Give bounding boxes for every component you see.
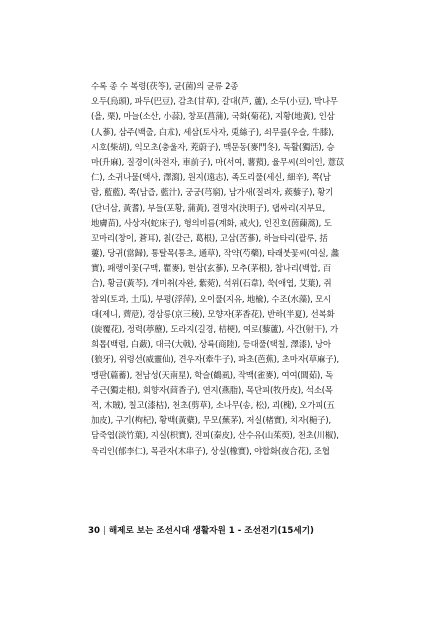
text-line: 오두(烏頭), 파두(巴豆), 감초(甘草), 갈대(芦, 蘆), 소두(小豆), 박나무 bbox=[91, 96, 338, 107]
text-line: (旋覆花), 정력(葶藶), 도라지(길경, 桔梗), 여로(藜蘆), 사간(射干), 가 bbox=[91, 324, 339, 334]
text-line: 仁), 소귀나물(택사, 澤瀉), 원지(遠志), 족도리풀(세신, 細辛), 쪽(남 bbox=[91, 172, 331, 183]
text-line: 참외(토과, 土瓜), 부평(浮萍), 오이풀(지유, 地楡), 수조(水藻), 모시 bbox=[91, 293, 331, 304]
text-line: 加皮), 구기(枸杞), 황백(黃蘗), 무모(蕪茅), 저실(楮實), 치자(梔子), bbox=[91, 415, 332, 426]
text-line: 욱리인(郁李仁), 목관자(木串子), 상실(橡實), 야합화(夜合花), 조협 bbox=[91, 445, 330, 456]
text-line: 적, 木賊), 칠고(漆枯), 천초(剪草), 소나무(송, 松), 괴(槐), 오가피(五 bbox=[91, 399, 335, 410]
text-line: 맹판(萹蓄), 천남성(天南星), 학슬(鶴虱), 작맥(雀麥), 여여(閭茹), 독 bbox=[91, 369, 334, 380]
text-line: 담죽엽(淡竹葉), 지실(枳實), 진피(秦皮), 산수유(山茱萸), 천초(川椒), bbox=[91, 430, 339, 441]
text-line: 대(제니, 薺苨), 경삼릉(京三稜), 모향자(茅香花), 반하(半夏), 선복화 bbox=[91, 308, 335, 319]
body-text bbox=[91, 79, 370, 459]
text-line: 地膚苗), 사상자(蛇床子), 형의비름(계화, 戒火), 인진호(茵蔯蒿), 도 bbox=[91, 217, 332, 228]
text-line: 희톱(백렴, 白蘞), 대극(大戟), 상륙(商陸), 등대풀(택칠, 澤漆), 낭아 bbox=[91, 339, 331, 350]
text-line: (욜, 栗), 마늘(소산, 小蒜), 창포(菖蒲), 국화(菊花), 지황(地黃), 인삼 bbox=[91, 111, 335, 122]
footer-separator: | bbox=[102, 526, 106, 536]
text-line: 實), 패랭이꽃(구맥, 瞿麥), 현삼(玄蔘), 모추(茅根), 참나리(백합, 百 bbox=[91, 263, 331, 274]
page-number: 30 bbox=[88, 526, 100, 536]
text-line: 람, 藍藍), 쪽(남즙, 藍汁), 궁궁(芎窮), 남가새(질려자, 蒺藜子), 황기 bbox=[91, 187, 334, 198]
text-line: (人蔘), 삼주(백출, 白朮), 세삼(토사자, 兎絲子), 쇠무릎(우슬, 牛膝), bbox=[91, 126, 334, 137]
text-line: 合), 황금(黃芩), 개미취(자완, 紫菀), 석위(石韋), 쑥(애엽, 艾葉), 쥐 bbox=[91, 278, 332, 289]
text-line: 꼬마리(창이, 蒼耳), 칡(갈근, 葛根), 고삼(苦蔘), 하늘타리(괄루, 括 bbox=[91, 232, 328, 243]
page-footer bbox=[88, 525, 378, 537]
running-title: 해제로 보는 조선시대 생활자원 1 - 조선전기(15세기) bbox=[108, 526, 314, 536]
text-line: (단너삼, 黃耆), 부들(포황, 蒲黃), 결명자(決明子), 댑싸리(지부묘, bbox=[91, 202, 326, 213]
text-line: 마(升麻), 질경이(차전자, 車前子), 마(서여, 薯蕷), 율무씨(의이인, 薏苡 bbox=[91, 156, 345, 167]
text-line: (狼牙), 위령선(威靈仙), 견우자(牽牛子), 파초(芭蕉), 초마자(草麻子), bbox=[91, 354, 340, 365]
text-line: 주근(獨走根), 회향자(茴香子), 연지(燕脂), 목단피(牧丹皮), 석소(목 bbox=[91, 384, 333, 395]
text-line: 수록 종 수 복령(茯笭), 균(菌)의 균류 2종 bbox=[91, 81, 239, 91]
text-line: 시호(柴胡), 익모초(충울자, 茺蔚子), 맥문동(麥門冬), 독활(獨活), 승 bbox=[91, 141, 335, 152]
text-line: 蔞), 당귀(當歸), 통탈목(통초, 通草), 작약(芍藥), 타래붓꽃씨(여실, 蠡 bbox=[91, 248, 339, 259]
